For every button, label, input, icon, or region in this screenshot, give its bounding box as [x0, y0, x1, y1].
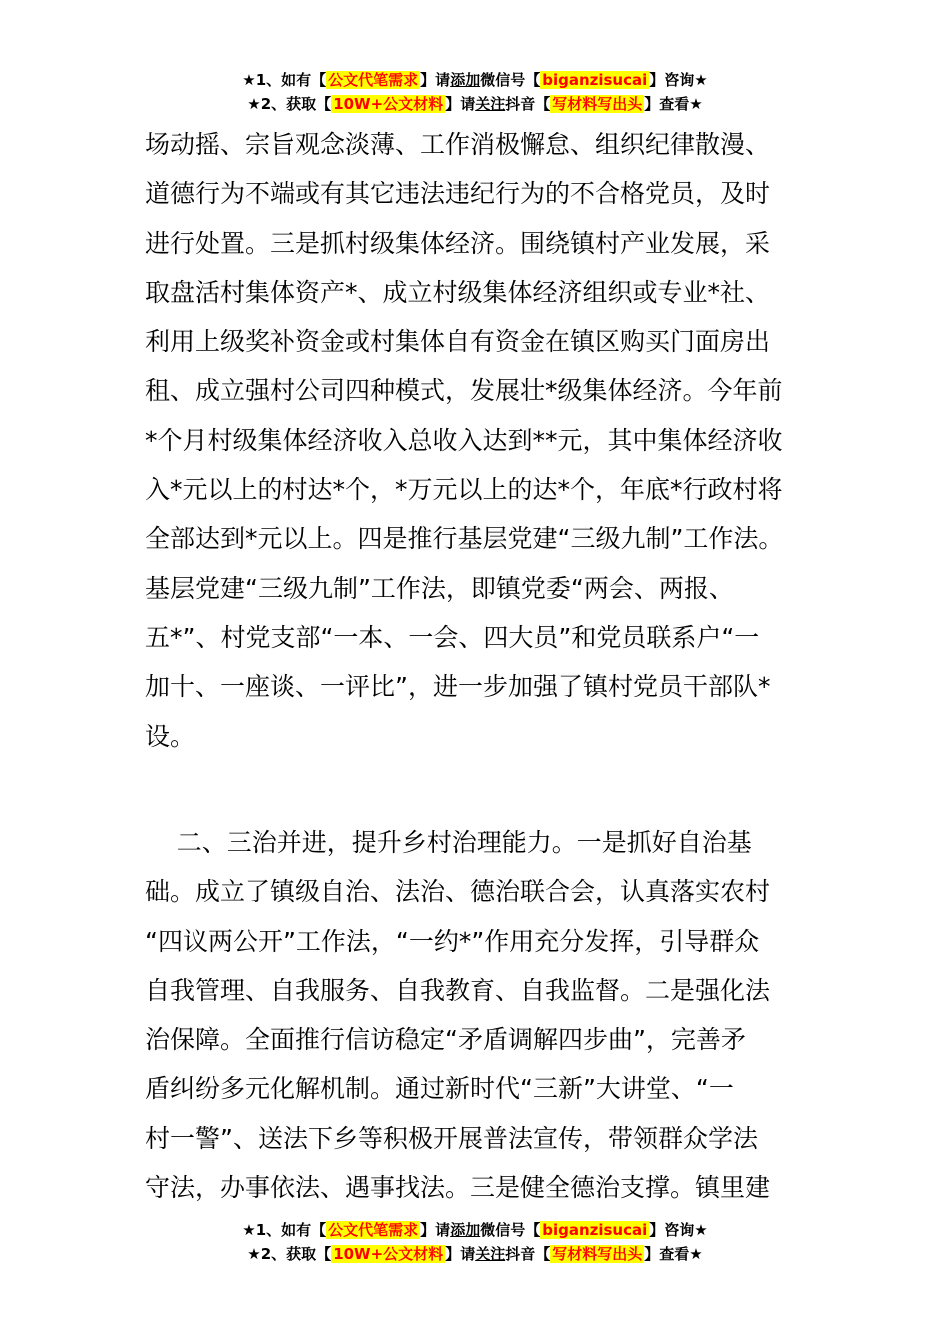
- banner-text: 】请: [445, 1245, 476, 1263]
- banner-line-1: [0, 68, 950, 92]
- text-line: 利用上级奖补资金或村集体自有资金在镇区购买门面房出: [145, 327, 771, 357]
- text-line: 入*元以上的村达*个，*万元以上的达*个，年底*行政村将: [145, 475, 783, 505]
- wechat-id-highlight: biganzisucai: [542, 1221, 648, 1239]
- highlight-text: 公文代笔需求: [328, 1221, 419, 1239]
- text-line: 守法，办事依法、遇事找法。三是健全德治支撑。镇里建: [145, 1173, 771, 1203]
- text-line: 盾纠纷多元化解机制。通过新时代“三新”大讲堂、“一: [145, 1074, 734, 1104]
- banner-text: 】请: [420, 71, 451, 89]
- banner-line-2: [0, 92, 950, 116]
- underlined-text: 添加: [450, 71, 481, 89]
- underlined-text: 关注: [475, 95, 506, 113]
- paragraph-2: [145, 818, 815, 1212]
- text-line: 基层党建“三级九制”工作法，即镇党委“两会、两报、: [145, 573, 734, 603]
- text-line: 二、三治并进，提升乡村治理能力。一是抓好自治基: [145, 828, 752, 857]
- text-line: 治保障。全面推行信访稳定“矛盾调解四步曲”，完善矛: [145, 1025, 746, 1055]
- text-line: 村一警”、送法下乡等积极开展普法宣传，带领群众学法: [145, 1123, 758, 1153]
- banner-text: 抖音【: [505, 95, 551, 113]
- underlined-text: 关注: [475, 1245, 506, 1263]
- text-line: 础。成立了镇级自治、法治、德治联合会，认真落实农村: [145, 877, 771, 907]
- banner-text: ★1、如有【: [242, 1221, 327, 1239]
- paragraph-1: [145, 120, 815, 761]
- banner-text: ★1、如有【: [242, 71, 327, 89]
- douyin-id-highlight: 写材料写出头: [552, 95, 643, 113]
- banner-text: ★2、获取【: [247, 1245, 332, 1263]
- text-line: 道德行为不端或有其它违法违纪行为的不合格党员，及时: [145, 179, 771, 209]
- banner-line-1: [0, 1218, 950, 1242]
- text-line: 五*”、村党支部“一本、一会、四大员”和党员联系户“一: [145, 622, 760, 652]
- banner-text: 微信号【: [480, 71, 541, 89]
- banner-text: ★2、获取【: [247, 95, 332, 113]
- banner-text: 抖音【: [505, 1245, 551, 1263]
- highlight-text: 10W+公文材料: [333, 95, 444, 113]
- text-line: 场动摇、宗旨观念淡薄、工作消极懈怠、组织纪律散漫、: [145, 130, 771, 159]
- footer-banner: [0, 1218, 950, 1266]
- banner-text: 】查看★: [644, 95, 703, 113]
- banner-text: 】请: [420, 1221, 451, 1239]
- banner-text: 微信号【: [480, 1221, 541, 1239]
- highlight-text: 10W+公文材料: [333, 1245, 444, 1263]
- text-line: 租、成立强村公司四种模式，发展壮*级集体经济。今年前: [145, 376, 783, 406]
- banner-text: 】咨询★: [649, 1221, 708, 1239]
- text-line: *个月村级集体经济收入总收入达到**元，其中集体经济收: [145, 425, 783, 455]
- wechat-id-highlight: biganzisucai: [542, 71, 648, 89]
- text-line: 进行处置。三是抓村级集体经济。围绕镇村产业发展，采: [145, 228, 771, 258]
- banner-text: 】咨询★: [649, 71, 708, 89]
- banner-text: 】请: [445, 95, 476, 113]
- text-line: 全部达到*元以上。四是推行基层党建“三级九制”工作法。: [145, 524, 784, 554]
- header-banner: [0, 68, 950, 116]
- text-line: 自我管理、自我服务、自我教育、自我监督。二是强化法: [145, 975, 771, 1005]
- highlight-text: 公文代笔需求: [328, 71, 419, 89]
- text-line: 加十、一座谈、一评比”，进一步加强了镇村党员干部队*: [145, 672, 771, 702]
- banner-text: 】查看★: [644, 1245, 703, 1263]
- text-line: 取盘活村集体资产*、成立村级集体经济组织或专业*社、: [145, 277, 771, 307]
- underlined-text: 添加: [450, 1221, 481, 1239]
- banner-line-2: [0, 1242, 950, 1266]
- douyin-id-highlight: 写材料写出头: [552, 1245, 643, 1263]
- text-line: 设。: [145, 721, 196, 751]
- text-line: “四议两公开”工作法，“一约*”作用充分发挥，引导群众: [145, 926, 760, 956]
